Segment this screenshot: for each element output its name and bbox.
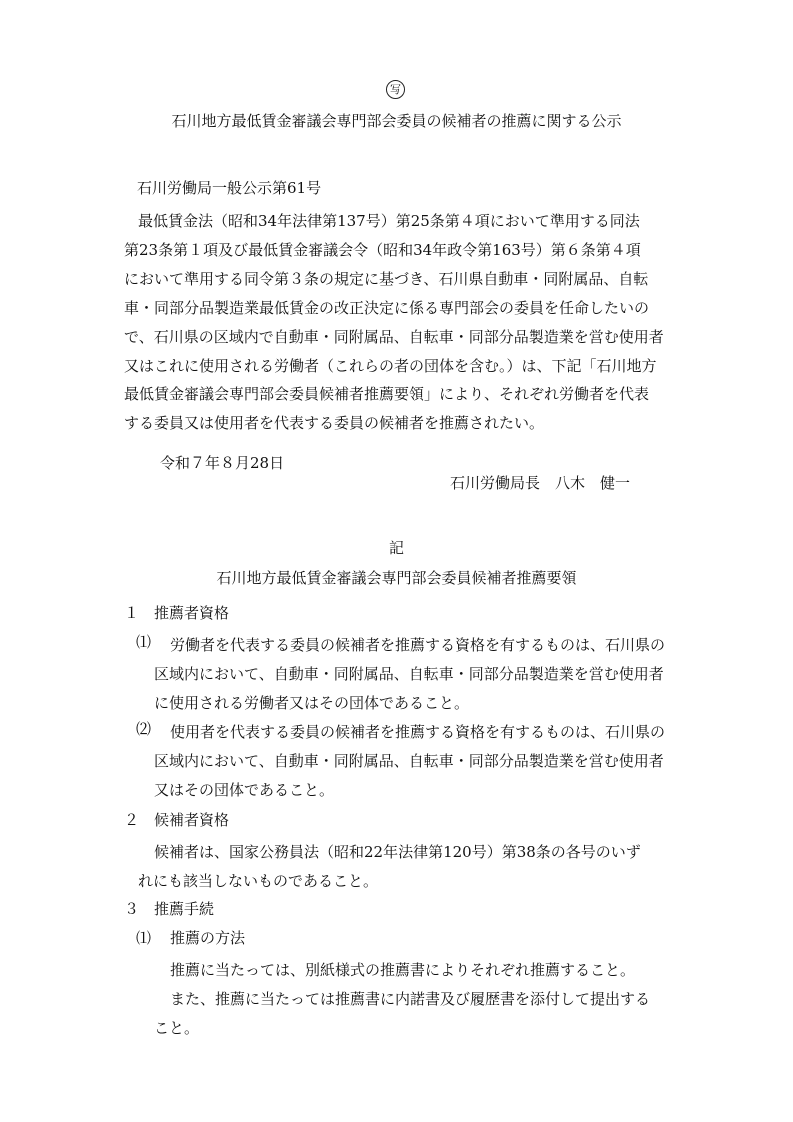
body-line: 最低賃金審議会専門部会委員候補者推薦要領」により、それぞれ労働者を代表 (124, 385, 650, 404)
item-line: れにも該当しないものであること。 (138, 872, 379, 890)
body-line: 車・同部分品製造業最低賃金の改正決定に係る専門部会の委員を任命したいの (124, 298, 650, 317)
item-line: 又はその団体であること。 (154, 781, 335, 799)
section-2-text (138, 838, 641, 896)
body-line: 最低賃金法（昭和34年法律第137号）第25条第４項において準用する同法 (138, 212, 640, 230)
item-3-1-heading: 推薦の方法 (170, 929, 246, 947)
item-1-2-marker: ⑵ (136, 720, 152, 738)
issue-date: 令和７年８月28日 (160, 454, 285, 472)
item-1-1-marker: ⑴ (136, 633, 152, 651)
section-2-number: ２ (124, 811, 140, 829)
item-1-1-text (154, 631, 665, 718)
section-2-heading: 候補者資格 (154, 811, 230, 829)
item-line: に使用される労働者又はその団体であること。 (154, 694, 470, 712)
section-1-heading: 推薦者資格 (154, 604, 230, 622)
item-3-1-text (154, 956, 650, 1043)
item-line: 候補者は、国家公務員法（昭和22年法律第120号）第38条の各号のいず (154, 843, 641, 861)
item-line: こと。 (154, 1019, 200, 1037)
item-1-2-text (154, 718, 665, 805)
body-paragraph (124, 207, 684, 438)
body-line: 第23条第１項及び最低賃金審議会令（昭和34年政令第163号）第６条第４項 (124, 240, 641, 259)
copy-stamp: 写 (386, 80, 405, 99)
guideline-title: 石川地方最低賃金審議会専門部会委員候補者推薦要領 (216, 569, 577, 587)
item-line: また、推薦に当たっては推薦書に内諾書及び履歴書を添付して提出する (170, 990, 651, 1008)
notice-number: 石川労働局一般公示第61号 (137, 179, 322, 197)
body-line: 又はこれに使用される労働者（これらの者の団体を含む。）は、下記「石川地方 (124, 356, 657, 375)
item-line: 推薦に当たっては、別紙様式の推薦書によりそれぞれ推薦すること。 (170, 961, 636, 979)
ki-marker: 記 (388, 539, 404, 557)
body-line: で、石川県の区域内で自動車・同附属品、自転車・同部分品製造業を営む使用者 (124, 327, 664, 346)
document-title: 石川地方最低賃金審議会専門部会委員の候補者の推薦に関する公示 (171, 112, 622, 130)
item-line: 使用者を代表する委員の候補者を推薦する資格を有するものは、石川県の (170, 723, 666, 741)
signature: 石川労働局長 八木 健一 (450, 474, 631, 492)
body-line: において準用する同令第３条の規定に基づき、石川県自動車・同附属品、自転 (124, 269, 649, 288)
item-line: 区域内において、自動車・同附属品、自転車・同部分品製造業を営む使用者 (154, 752, 664, 770)
body-line: する委員又は使用者を代表する委員の候補者を推薦されたい。 (124, 414, 545, 433)
item-3-1-marker: ⑴ (136, 929, 152, 947)
item-line: 労働者を代表する委員の候補者を推薦する資格を有するものは、石川県の (170, 636, 666, 654)
section-3-heading: 推薦手続 (154, 900, 215, 918)
section-3-number: ３ (124, 900, 140, 918)
section-1-number: １ (124, 604, 140, 622)
item-line: 区域内において、自動車・同附属品、自転車・同部分品製造業を営む使用者 (154, 665, 664, 683)
